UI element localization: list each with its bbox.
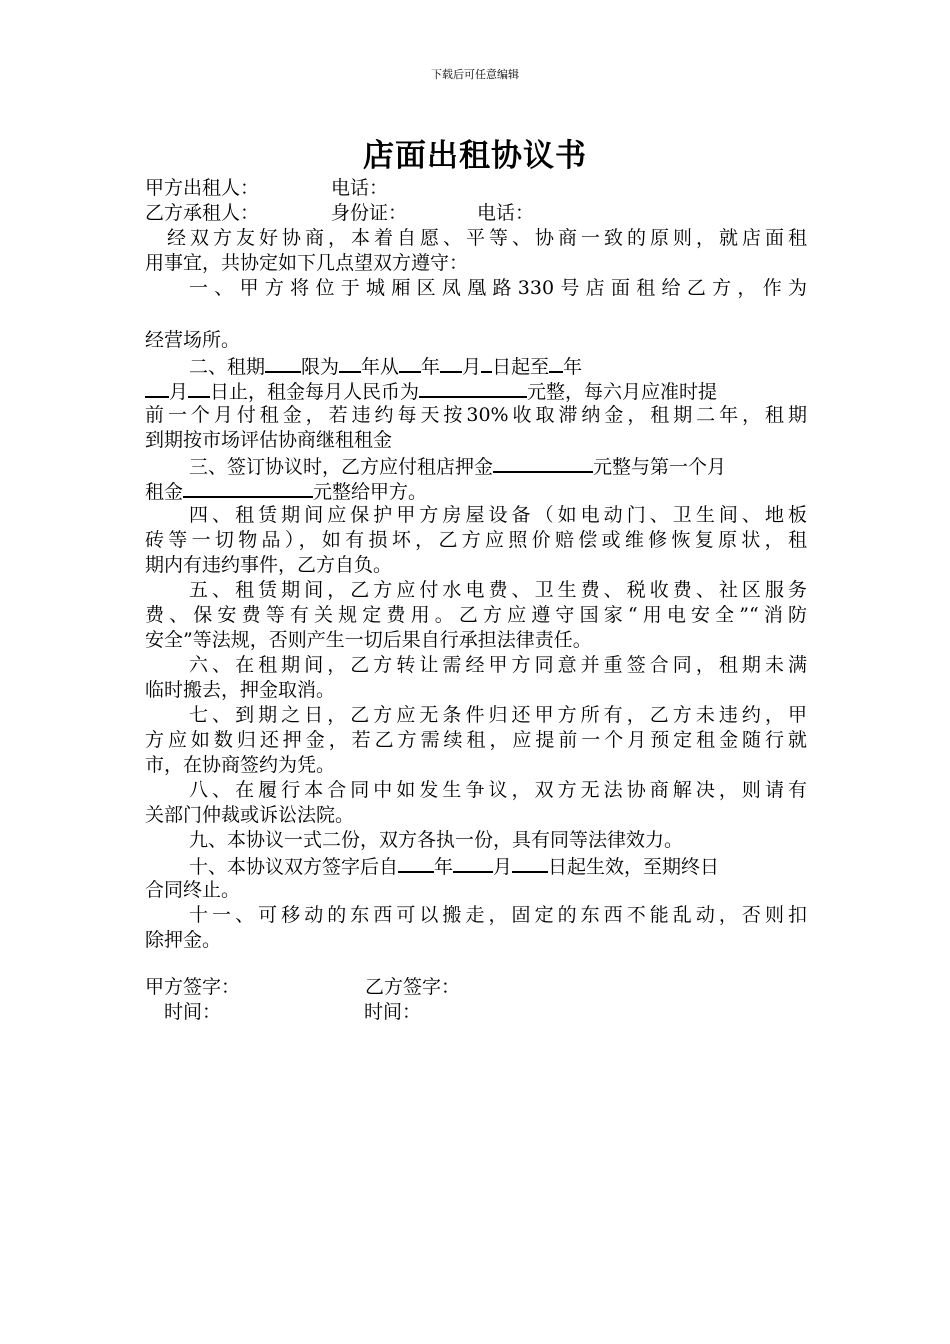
party-b-phone: 电话： (477, 202, 535, 224)
time-line (164, 997, 421, 1024)
party-a-label: 甲方出租人： (145, 177, 260, 199)
end-month-blank[interactable] (145, 378, 169, 398)
clause9-line: 九、本协议一式二份，双方各执一份，具有同等法律效力。 (189, 829, 684, 851)
clause5-line-3: 安全”等法规，否则产生一切后果自行承担法律责任。 (145, 629, 592, 651)
party-b-time-label: 时间： (364, 1001, 422, 1023)
effective-year-blank[interactable] (398, 853, 434, 873)
signature-line (145, 972, 460, 999)
start-year-blank[interactable] (399, 353, 421, 373)
clause3-line-2: 租金 元整给甲方。 (145, 478, 807, 503)
party-b-label: 乙方承租人： (145, 202, 260, 224)
clause6-line-1: 六、在租期间，乙方转让需经甲方同意并重签合同，租期未满 (189, 654, 807, 676)
clause2-line-1: 二、租期 限为 年从 年 月 日起至 年 (145, 353, 807, 378)
clause8-line-1: 八、在履行本合同中如发生争议，双方无法协商解决，则请有 (189, 779, 807, 801)
clause10-line-1: 十、本协议双方签字后自 年 月 日起生效，至期终日 (145, 853, 807, 878)
intro-line-1: 经双方友好协商，本着自愿、平等、协商一致的原则，就店面租 (167, 227, 807, 249)
clause4-line-2: 砖等一切物品），如有损坏，乙方应照价赔偿或维修恢复原状，租 (145, 529, 807, 551)
clause6-line-2: 临时搬去，押金取消。 (145, 679, 336, 701)
clause8-line-2: 关部门仲裁或诉讼法院。 (145, 804, 355, 826)
clause5-line-1: 五、租赁期间，乙方应付水电费、卫生费、税收费、社区服务 (189, 579, 807, 601)
effective-day-blank[interactable] (512, 853, 548, 873)
clause7-line-3: 市，在协商签约为凭。 (145, 754, 336, 776)
header-note: 下载后可任意编辑 (431, 68, 519, 81)
clause4-line-3: 期内有违约事件，乙方自负。 (145, 554, 393, 576)
party-b-id: 身份证： (331, 202, 408, 224)
intro-line-2: 用事宜，共协定如下几点望双方遵守： (145, 252, 469, 274)
clause10-line-2: 合同终止。 (145, 879, 241, 901)
start-month-blank[interactable] (440, 353, 462, 373)
clause7-line-1: 七、到期之日，乙方应无条件归还甲方所有，乙方未违约，甲 (189, 704, 807, 726)
clause3-line-1: 三、签订协议时，乙方应付租店押金 元整与第一个月 (145, 453, 807, 478)
deposit-blank[interactable] (493, 453, 593, 473)
document-body (145, 176, 807, 953)
monthly-rent-blank[interactable] (419, 378, 527, 398)
end-day-blank[interactable] (188, 378, 210, 398)
clause2-line-4: 到期按市场评估协商继租租金 (145, 429, 393, 451)
clause2-line-2: 月 日止，租金每月人民币为 元整，每六月应准时提 (145, 378, 807, 403)
clause2-line-3: 前一个月付租金，若违约每天按30%收取滞纳金，租期二年，租期 (145, 404, 807, 426)
clause11-line-2: 除押金。 (145, 929, 222, 951)
clause1-line-2: 经营场所。 (145, 329, 241, 351)
start-day-blank[interactable] (481, 353, 492, 373)
first-rent-blank[interactable] (183, 478, 313, 498)
term-blank[interactable] (265, 353, 301, 373)
effective-month-blank[interactable] (453, 853, 493, 873)
clause7-line-2: 方应如数归还押金，若乙方需续租，应提前一个月预定租金随行就 (145, 729, 807, 751)
party-a-line (145, 176, 807, 201)
clause1-line-1: 一、甲方将位于城厢区凤凰路330号店面租给乙方，作为 (189, 277, 807, 299)
party-a-time-label: 时间： (164, 1001, 222, 1023)
years-blank[interactable] (339, 353, 361, 373)
party-a-signature-label: 甲方签字： (145, 976, 241, 998)
clause5-line-2: 费、保安费等有关规定费用。乙方应遵守国家“用电安全”“消防 (145, 604, 807, 626)
party-b-signature-label: 乙方签字： (365, 976, 461, 998)
clause4-line-1: 四、租赁期间应保护甲方房屋设备（如电动门、卫生间、地板 (189, 504, 807, 526)
party-b-line (145, 201, 807, 226)
clause11-line-1: 十一、可移动的东西可以搬走，固定的东西不能乱动，否则扣 (189, 904, 807, 926)
end-year-blank[interactable] (549, 353, 563, 373)
party-a-phone: 电话： (331, 177, 389, 199)
document-title: 店面出租协议书 (363, 138, 587, 174)
